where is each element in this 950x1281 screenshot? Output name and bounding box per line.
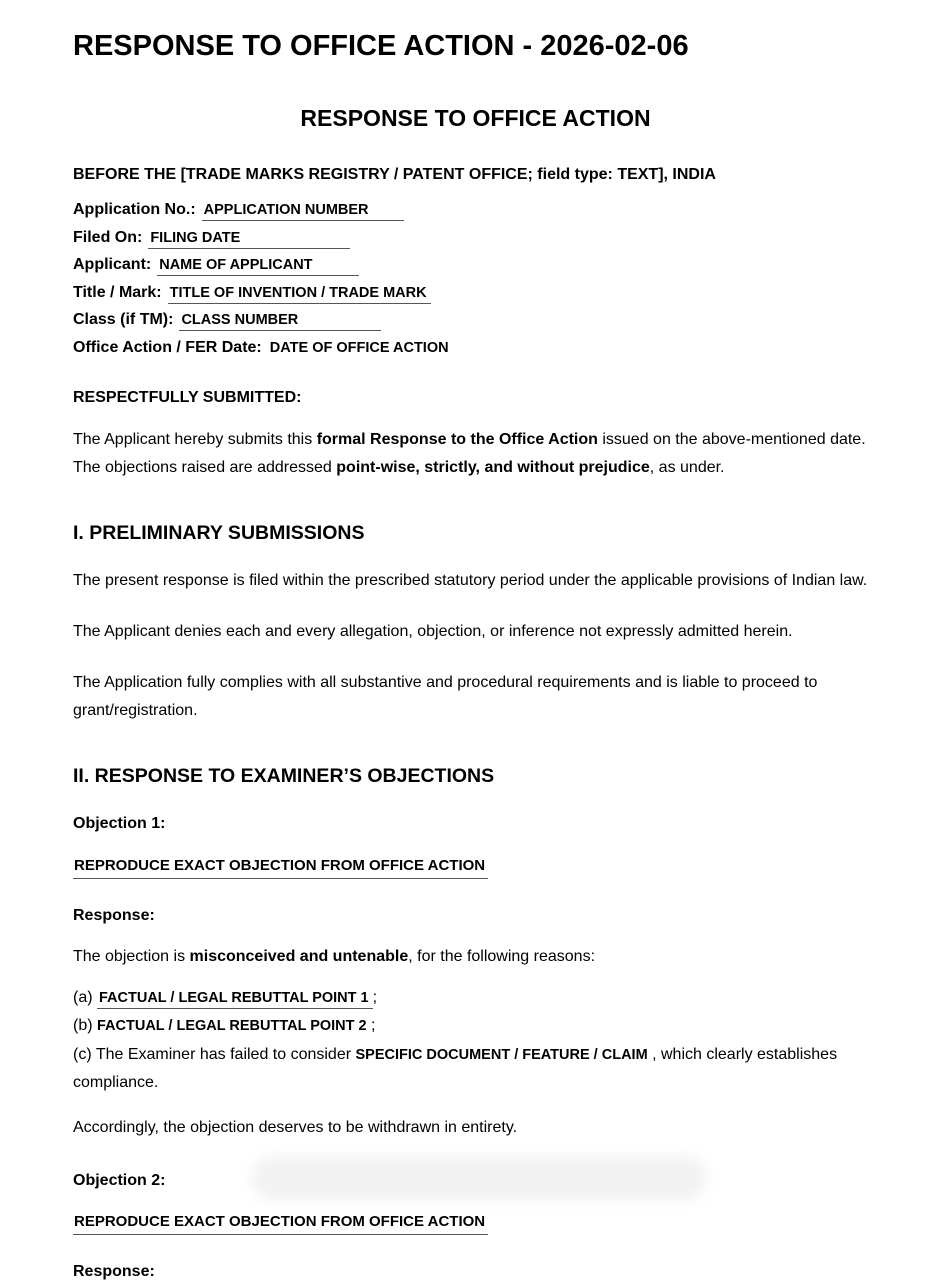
field-value: FILING DATE [150,229,241,246]
bottom-floating-sheet [252,1156,707,1200]
text-segment: , as under. [649,458,725,476]
field-value: DATE OF OFFICE ACTION [269,339,449,356]
document-heading: RESPONSE TO OFFICE ACTION [300,104,651,131]
text-segment: SPECIFIC DOCUMENT / FEATURE / CLAIM [355,1046,648,1063]
text-segment: (a) [73,988,97,1006]
objection-1-text: REPRODUCE EXACT OBJECTION FROM OFFICE ACTION [73,857,488,879]
field-value: TITLE OF INVENTION / TRADE MARK [169,284,427,301]
section-1-heading: I. PRELIMINARY SUBMISSIONS [73,521,365,544]
text-segment: ; [372,988,378,1006]
field-label: Application No.: [73,201,196,219]
objection-1-text-field[interactable] [73,856,878,879]
text-segment: point-wise, strictly, and without prejudice [336,458,650,476]
rebuttal-points [73,984,878,1097]
field-label: Filed On: [73,228,143,246]
objection-1-closing: Accordingly, the objection deserves to be withdrawn in entirety. [73,1118,518,1136]
text-segment: , for the following reasons: [408,947,596,965]
objection-2-text: REPRODUCE EXACT OBJECTION FROM OFFICE ACTION [73,1213,488,1235]
objection-2-response-label: Response: [73,1262,155,1280]
field-value: NAME OF APPLICANT [159,257,313,274]
text-segment: misconceived and untenable [189,947,409,965]
applicant-name-field[interactable] [157,256,359,276]
field-row-title-mark [73,279,878,307]
objection-2-text-field[interactable] [73,1212,878,1235]
field-label: Class (if TM): [73,311,174,329]
field-label: Title / Mark: [73,283,162,301]
field-row-application-no [73,196,878,224]
field-value: APPLICATION NUMBER [203,202,369,219]
field-label: Office Action / FER Date: [73,338,262,356]
text-segment: formal Response to the Office Action [316,430,598,448]
objection-1-label: Objection 1: [73,815,166,833]
preliminary-paragraph-2: The Applicant denies each and every allegation, objection, or inference not expressly admitted herein. [73,622,793,640]
text-segment: (b) [73,1017,97,1035]
application-number-field[interactable] [202,201,404,221]
preliminary-paragraph-3: The Application fully complies with all substantive and procedural requirements and is liable to proceed to grant/registration. [73,673,818,719]
class-number-field[interactable] [179,311,381,331]
field-label: Applicant: [73,256,152,274]
text-segment: ; [366,1017,376,1035]
text-segment: , which clearly establishes compliance. [73,1045,838,1092]
rebuttal-point-c[interactable] [73,1041,878,1097]
rebuttal-point-b[interactable] [73,1012,878,1041]
field-row-filed-on [73,224,878,252]
before-authority-line: BEFORE THE [TRADE MARKS REGISTRY / PATENT OFFICE; field type: TEXT], INDIA [73,166,716,184]
section-2-heading: II. RESPONSE TO EXAMINER’S OBJECTIONS [73,764,495,787]
office-action-date-field[interactable] [268,339,453,357]
objection-2-label: Objection 2: [73,1171,166,1189]
field-row-office-action-date [73,334,878,362]
filing-date-field[interactable] [148,229,350,249]
text-segment: The objection is [73,947,190,965]
text-segment: FACTUAL / LEGAL REBUTTAL POINT 1 [97,990,373,1009]
field-row-applicant [73,251,878,279]
title-mark-field[interactable] [168,284,431,304]
document-body [73,0,878,1281]
objection-1-response-intro [73,943,878,971]
page-title: RESPONSE TO OFFICE ACTION - 2026-02-06 [73,30,689,62]
rebuttal-point-a[interactable] [73,984,878,1013]
text-segment: The Applicant hereby submits this [73,430,317,448]
case-details-fields [73,196,878,361]
text-segment: (c) The Examiner has failed to consider [73,1045,356,1063]
text-segment: FACTUAL / LEGAL REBUTTAL POINT 2 [97,1018,367,1035]
intro-paragraph [73,426,878,482]
text-segment: issued on the above-mentioned date. The objections raised are addressed [73,430,866,476]
field-value: CLASS NUMBER [181,312,299,329]
respectfully-submitted-heading: RESPECTFULLY SUBMITTED: [73,389,302,407]
field-row-class [73,306,878,334]
objection-1-response-label: Response: [73,906,155,924]
preliminary-paragraph-1: The present response is filed within the prescribed statutory period under the applicable provisions of Indian law. [73,571,868,589]
